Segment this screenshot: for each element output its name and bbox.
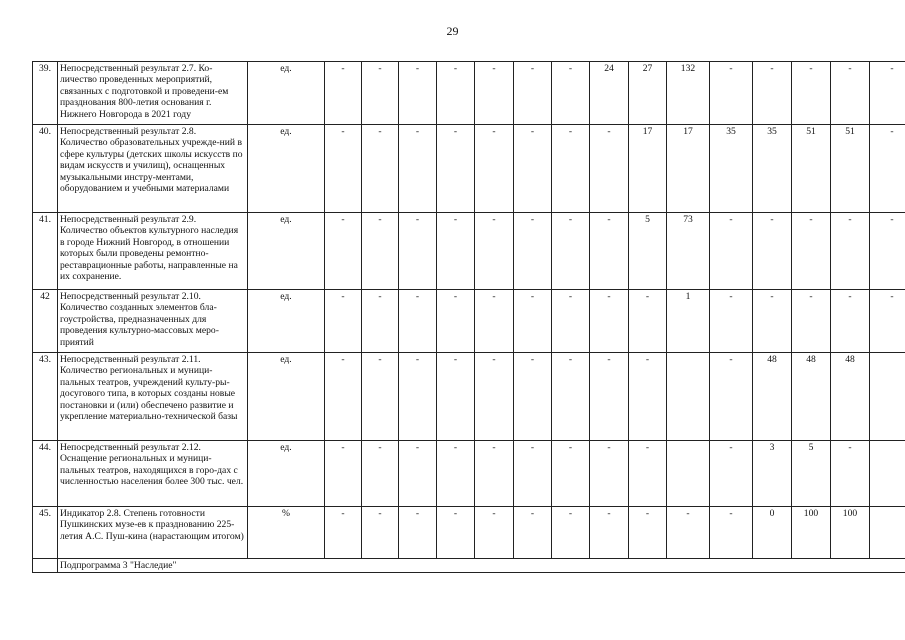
value-cell: 24: [590, 62, 629, 125]
value-cell: -: [629, 353, 667, 441]
value-cell: -: [552, 125, 590, 213]
row-unit: %: [248, 507, 325, 559]
value-cell: -: [753, 62, 792, 125]
table-row: [33, 441, 905, 507]
value-cell: -: [710, 62, 753, 125]
value-cell: -: [399, 125, 437, 213]
row-number: 40.: [33, 125, 58, 213]
value-cell: -: [399, 290, 437, 353]
value-cell: -: [437, 353, 475, 441]
row-name: Непосредственный результат 2.7. Ко-личество проведенных мероприятий, связанных с подготовкой и проведени-ем празднования 800-летия основания г. Нижнего Новгорода в 2021 году: [58, 62, 248, 125]
value-cell: -: [514, 290, 552, 353]
value-cell: 48: [831, 353, 870, 441]
value-cell: -: [870, 213, 905, 290]
value-cell: -: [362, 507, 399, 559]
value-cell: 132: [667, 62, 710, 125]
value-cell: -: [325, 507, 362, 559]
row-unit: ед.: [248, 441, 325, 507]
subprogram-title: Подпрограмма 3 "Наследие": [58, 559, 905, 573]
value-cell: -: [629, 507, 667, 559]
row-number: 39.: [33, 62, 58, 125]
row-number: 41.: [33, 213, 58, 290]
value-cell: -: [362, 353, 399, 441]
row-name: Непосредственный результат 2.10. Количество созданных элементов бла-гоустройства, предназначенных для проведения культурно-массовых меро-приятий: [58, 290, 248, 353]
value-cell: 27: [629, 62, 667, 125]
value-cell: -: [629, 290, 667, 353]
value-cell: -: [753, 213, 792, 290]
value-cell: -: [325, 353, 362, 441]
row-number: 44.: [33, 441, 58, 507]
value-cell: -: [831, 213, 870, 290]
value-cell: 5: [792, 441, 831, 507]
row-unit: ед.: [248, 290, 325, 353]
row-name: Непосредственный результат 2.12. Оснащение региональных и муници-пальных театров, находящихся в горо-дах с численностью населения более 300 тыс. чел.: [58, 441, 248, 507]
row-name: Непосредственный результат 2.9. Количество объектов культурного наследия в городе Нижний Новгород, в отношении которых были проведены ремонтно-реставрационные работы, направленные на их сохранение.: [58, 213, 248, 290]
value-cell: -: [475, 441, 514, 507]
value-cell: 51: [831, 125, 870, 213]
table-body: [33, 62, 905, 573]
value-cell: -: [475, 62, 514, 125]
value-cell: -: [552, 62, 590, 125]
value-cell: -: [667, 507, 710, 559]
value-cell: -: [437, 441, 475, 507]
value-cell: -: [399, 507, 437, 559]
value-cell: -: [590, 353, 629, 441]
value-cell: -: [475, 507, 514, 559]
value-cell: -: [552, 353, 590, 441]
value-cell: -: [514, 125, 552, 213]
value-cell: 48: [792, 353, 831, 441]
value-cell: -: [629, 441, 667, 507]
value-cell: -: [437, 125, 475, 213]
indicators-table: [32, 61, 905, 573]
value-cell: -: [437, 290, 475, 353]
row-number: 43.: [33, 353, 58, 441]
value-cell: -: [399, 353, 437, 441]
value-cell: -: [590, 213, 629, 290]
value-cell: -: [710, 353, 753, 441]
value-cell: [667, 441, 710, 507]
value-cell: -: [475, 290, 514, 353]
row-unit: ед.: [248, 353, 325, 441]
value-cell: -: [590, 507, 629, 559]
row-unit: ед.: [248, 213, 325, 290]
value-cell: 48: [753, 353, 792, 441]
subprogram-num-cell: [33, 559, 58, 573]
value-cell: -: [475, 213, 514, 290]
value-cell: -: [710, 441, 753, 507]
value-cell: 51: [792, 125, 831, 213]
value-cell: 17: [629, 125, 667, 213]
value-cell: -: [362, 125, 399, 213]
value-cell: -: [325, 62, 362, 125]
value-cell: 0: [753, 507, 792, 559]
value-cell: [870, 353, 905, 441]
value-cell: -: [362, 62, 399, 125]
value-cell: -: [325, 213, 362, 290]
value-cell: 100: [792, 507, 831, 559]
value-cell: [870, 507, 905, 559]
value-cell: -: [437, 507, 475, 559]
value-cell: -: [399, 213, 437, 290]
row-name: Непосредственный результат 2.8. Количество образовательных учрежде-ний в сфере культуры (детских школы искусств по видам искусств и училищ), оснащенных музыкальными инстру-ментами, оборудованием и учебными материалами: [58, 125, 248, 213]
value-cell: -: [514, 353, 552, 441]
value-cell: 1: [667, 290, 710, 353]
row-number: 42: [33, 290, 58, 353]
value-cell: -: [514, 62, 552, 125]
page-number: 29: [446, 24, 459, 38]
value-cell: -: [590, 441, 629, 507]
value-cell: -: [514, 507, 552, 559]
value-cell: -: [792, 62, 831, 125]
row-unit: ед.: [248, 62, 325, 125]
value-cell: -: [362, 441, 399, 507]
value-cell: -: [710, 213, 753, 290]
value-cell: -: [590, 290, 629, 353]
value-cell: 35: [753, 125, 792, 213]
value-cell: -: [870, 125, 905, 213]
subprogram-row: [33, 559, 905, 573]
row-name: Непосредственный результат 2.11. Количество региональных и муници-пальных театров, учреждений культу-ры-досугового типа, в которых созданы новые постановки и (или) обеспечено развитие и укрепление материально-технической базы: [58, 353, 248, 441]
table-row: [33, 290, 905, 353]
value-cell: -: [325, 290, 362, 353]
value-cell: 5: [629, 213, 667, 290]
row-number: 45.: [33, 507, 58, 559]
value-cell: -: [590, 125, 629, 213]
value-cell: -: [399, 441, 437, 507]
value-cell: -: [475, 353, 514, 441]
value-cell: -: [399, 62, 437, 125]
row-name: Индикатор 2.8. Степень готовности Пушкинских музе-ев к празднованию 225-летия А.С. Пуш-кина (нарастающим итогом): [58, 507, 248, 559]
value-cell: -: [325, 441, 362, 507]
value-cell: -: [792, 290, 831, 353]
value-cell: -: [831, 62, 870, 125]
value-cell: -: [514, 441, 552, 507]
value-cell: [870, 441, 905, 507]
value-cell: -: [552, 290, 590, 353]
value-cell: -: [753, 290, 792, 353]
value-cell: -: [792, 213, 831, 290]
table-row: [33, 353, 905, 441]
value-cell: -: [437, 213, 475, 290]
table-row: [33, 507, 905, 559]
value-cell: [667, 353, 710, 441]
value-cell: -: [475, 125, 514, 213]
value-cell: -: [362, 290, 399, 353]
value-cell: 17: [667, 125, 710, 213]
value-cell: 100: [831, 507, 870, 559]
value-cell: -: [437, 62, 475, 125]
value-cell: -: [710, 290, 753, 353]
value-cell: 3: [753, 441, 792, 507]
value-cell: -: [870, 290, 905, 353]
value-cell: -: [514, 213, 552, 290]
value-cell: -: [552, 441, 590, 507]
value-cell: -: [552, 507, 590, 559]
value-cell: -: [325, 125, 362, 213]
value-cell: -: [710, 507, 753, 559]
value-cell: 73: [667, 213, 710, 290]
table-row: [33, 213, 905, 290]
value-cell: -: [831, 441, 870, 507]
row-unit: ед.: [248, 125, 325, 213]
value-cell: -: [831, 290, 870, 353]
value-cell: -: [870, 62, 905, 125]
value-cell: 35: [710, 125, 753, 213]
value-cell: -: [552, 213, 590, 290]
table-row: [33, 62, 905, 125]
value-cell: -: [362, 213, 399, 290]
table-row: [33, 125, 905, 213]
